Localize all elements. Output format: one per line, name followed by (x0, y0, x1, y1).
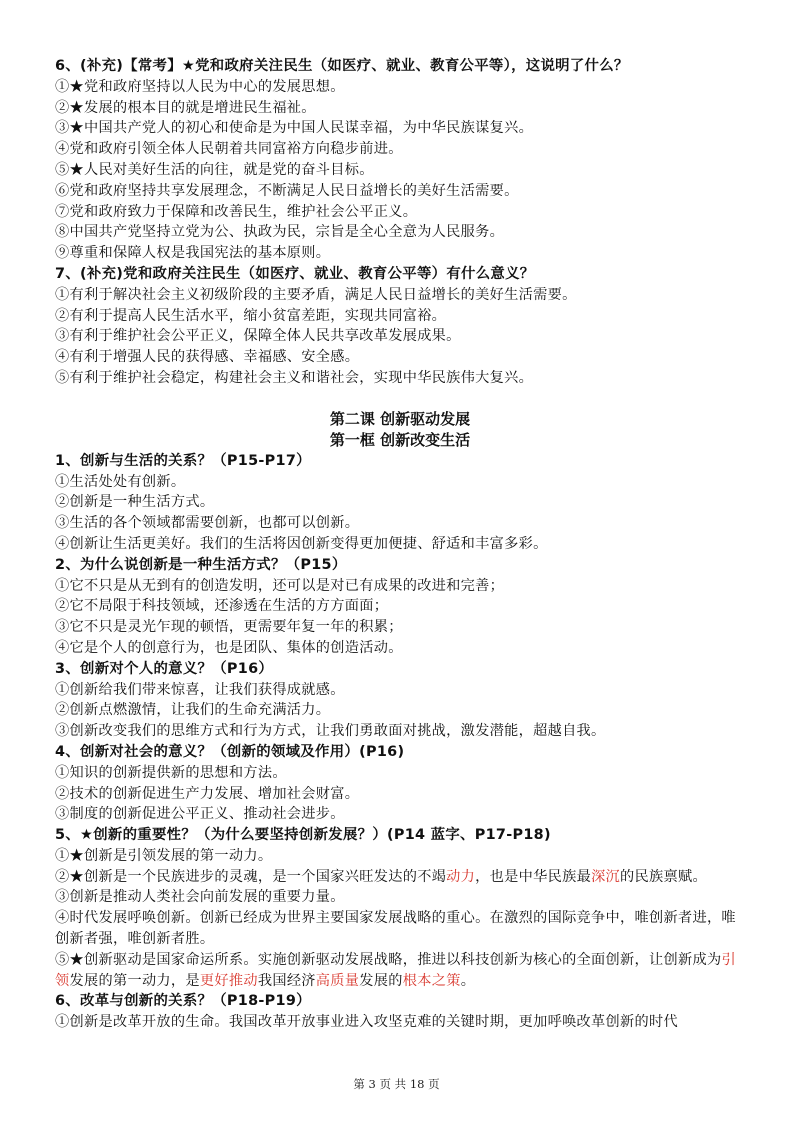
answer-line: ③有利于维护社会公平正义，保障全体人民共享改革发展成果。 (55, 328, 461, 345)
answer-line: ①★党和政府坚持以人民为中心的发展思想。 (55, 78, 345, 95)
answer-text: 发展的第一动力，是 (69, 972, 200, 989)
highlighted-keyword: 深沉 (591, 868, 621, 885)
document-page (55, 56, 745, 1033)
answer-line: ①创新是改革开放的生命。我国改革开放事业进入攻坚克难的关键时期，更加呼唤改革创新的时代 (55, 1014, 678, 1031)
answer-line: ③创新是推动人类社会向前发展的重要力量。 (55, 889, 345, 906)
creation-q4-title: 4、创新对社会的意义？（创新的领域及作用）(P16) (55, 743, 405, 760)
creation-q5-title: 5、★创新的重要性？（为什么要坚持创新发展？）(P14 蓝字、P17-P18) (55, 827, 551, 844)
answer-line: ②创新是一种生活方式。 (55, 494, 215, 511)
question-6-answers (55, 77, 745, 264)
answer-line: ④它是个人的创意行为，也是团队、集体的创造活动。 (55, 639, 403, 656)
answer-line: ③创新改变我们的思维方式和行为方式，让我们勇敢面对挑战，激发潜能，超越自我。 (55, 723, 606, 740)
answer-line: ②技术的创新促进生产力发展、增加社会财富。 (55, 785, 360, 802)
creation-q2-title: 2、为什么说创新是一种生活方式？（P15） (55, 556, 347, 573)
answer-paragraph (55, 867, 745, 888)
answer-line: ⑧中国共产党坚持立党为公、执政为民，宗旨是全心全意为人民服务。 (55, 224, 505, 241)
answer-line: ⑤有利于维护社会稳定，构建社会主义和谐社会，实现中华民族伟大复兴。 (55, 369, 534, 386)
creation-q3-title: 3、创新对个人的意义？（P16） (55, 660, 274, 677)
answer-text: ②★创新是一个民族进步的灵魂，是一个国家兴旺发达的不竭 (55, 868, 447, 885)
answer-line: ④创新让生活更美好。我们的生活将因创新变得更加便捷、舒适和丰富多彩。 (55, 535, 548, 552)
highlighted-keyword: 高质量 (315, 972, 360, 989)
answer-line: ①知识的创新提供新的思想和方法。 (55, 764, 287, 781)
lesson-title: 第二课 创新驱动发展 (329, 409, 471, 428)
answer-paragraph: ④时代发展呼唤创新。创新已经成为世界主要国家发展战略的重心。在激烈的国际竞争中，唯创新者进，唯创新者强，唯创新者胜。 (55, 910, 736, 948)
answer-line: ③制度的创新促进公平正义、推动社会进步。 (55, 806, 345, 823)
answer-line: ⑦党和政府致力于保障和改善民生，维护社会公平正义。 (55, 203, 418, 220)
answer-line: ⑤★人民对美好生活的向往，就是党的奋斗目标。 (55, 161, 374, 178)
answer-text: 。 (460, 972, 476, 989)
answer-line: ④有利于增强人民的获得感、幸福感、安全感。 (55, 349, 360, 366)
answer-text: ，也是中华民族最 (475, 868, 592, 885)
question-7-title: 7、(补充)党和政府关注民生（如医疗、就业、教育公平等）有什么意义？ (55, 265, 535, 282)
answer-line: ③★中国共产党人的初心和使命是为中国人民谋幸福，为中华民族谋复兴。 (55, 120, 534, 137)
question-6-title: 6、(补充)【常考】★党和政府关注民生（如医疗、就业、教育公平等），这说明了什么？ (55, 58, 629, 74)
highlighted-keyword: 更好推动 (199, 972, 258, 989)
answer-text: 的民族禀赋。 (620, 868, 707, 885)
answer-line: ⑥党和政府坚持共享发展理念，不断满足人民日益增长的美好生活需要。 (55, 182, 519, 199)
creation-q1-title: 1、创新与生活的关系？（P15-P17） (55, 452, 311, 469)
highlighted-keyword: 动力 (446, 868, 476, 885)
answer-line: ②有利于提高人民生活水平，缩小贫富差距，实现共同富裕。 (55, 307, 447, 324)
answer-line: ⑨尊重和保障人权是我国宪法的基本原则。 (55, 245, 331, 262)
answer-line: ②它不局限于科技领域，还渗透在生活的方方面面； (55, 598, 389, 615)
page-footer: 第 3 页 共 18 页 (353, 1077, 440, 1091)
answer-line: ③它不只是灵光乍现的顿悟，更需要年复一年的积累； (55, 619, 403, 636)
highlighted-keyword: 引领 (55, 951, 736, 989)
section-title: 第一框 创新改变生活 (329, 430, 471, 449)
answer-line: ①生活处处有创新。 (55, 473, 186, 490)
answer-line: ③生活的各个领域都需要创新，也都可以创新。 (55, 515, 360, 532)
answer-paragraph (55, 950, 745, 992)
answer-line: ①创新给我们带来惊喜，让我们获得成就感。 (55, 681, 345, 698)
creation-q6-title: 6、改革与创新的关系？（P18-P19） (55, 993, 311, 1010)
section-gap (55, 389, 745, 409)
answer-line: ②★发展的根本目的就是增进民生福祉。 (55, 99, 316, 116)
highlighted-keyword: 根本之策 (402, 972, 461, 989)
answer-line: ①有利于解决社会主义初级阶段的主要矛盾，满足人民日益增长的美好生活需要。 (55, 286, 577, 303)
answer-text: 发展的 (359, 972, 403, 989)
answer-line: ①它不只是从无到有的创造发明，还可以是对已有成果的改进和完善； (55, 577, 505, 594)
answer-text: 我国经济 (257, 972, 316, 989)
answer-line: ①★创新是引领发展的第一动力。 (55, 847, 273, 864)
answer-line: ④党和政府引领全体人民朝着共同富裕方向稳步前进。 (55, 141, 403, 158)
answer-line: ②创新点燃激情，让我们的生命充满活力。 (55, 702, 331, 719)
answer-text: ⑤★创新驱动是国家命运所系。实施创新驱动发展战略，推进以科技创新为核心的全面创新，让创新成为 (55, 951, 722, 968)
question-7-answers (55, 285, 745, 389)
